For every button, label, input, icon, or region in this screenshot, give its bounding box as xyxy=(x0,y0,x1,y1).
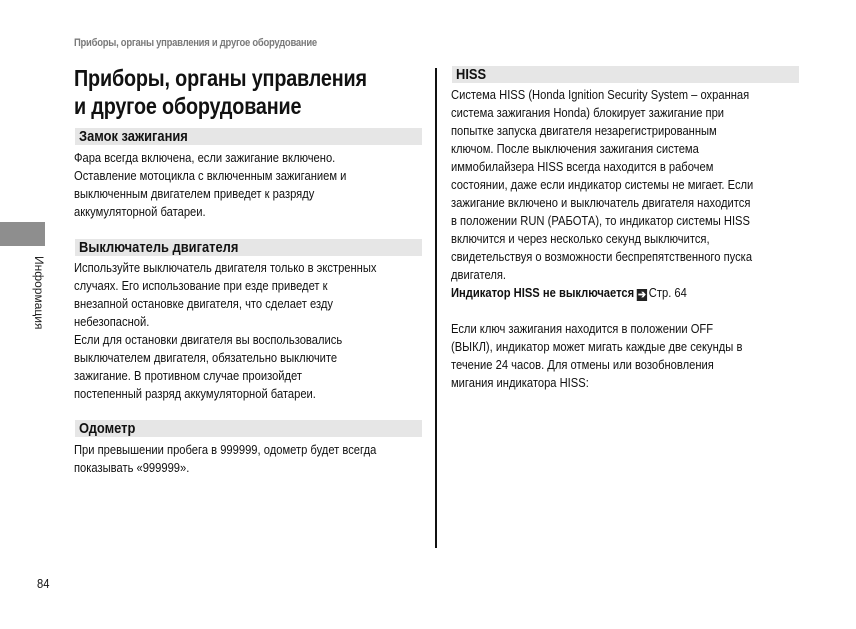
section-body-engine-stop-switch xyxy=(74,259,422,403)
section-heading-label: Выключатель двигателя xyxy=(79,239,239,256)
text-line: течение 24 часов. Для отмены или возобновления xyxy=(451,357,714,372)
section-body-hiss-outro xyxy=(451,320,799,392)
text-line: аккумуляторной батареи. xyxy=(74,204,206,219)
text-line: свидетельствуя о возможности беспрепятственного пуска xyxy=(451,249,753,264)
text-line: При превышении пробега в 999999, одометр будет всегда xyxy=(74,442,377,457)
text-line: иммобилайзера HISS всегда находится в рабочем xyxy=(451,159,714,174)
text-line: попытке запуска двигателя незарегистрированным xyxy=(451,123,717,138)
text-line: мигания индикатора HISS: xyxy=(451,375,589,390)
text-line: выключенным двигателем приведет к разряду xyxy=(74,186,315,201)
column-divider xyxy=(435,68,437,548)
text-line: состоянии, даже если индикатор системы не мигает. Если xyxy=(451,177,754,192)
section-heading-label: Одометр xyxy=(79,420,136,437)
text-line: в положении RUN (РАБОТА), то индикатор системы HISS xyxy=(451,213,750,228)
text-line: Используйте выключатель двигателя только в экстренных xyxy=(74,260,377,275)
text-line: случаях. Его использование при езде приведет к xyxy=(74,278,328,293)
hiss-indicator-reference xyxy=(451,284,799,302)
text-line: постепенный разряд аккумуляторной батареи. xyxy=(74,386,316,401)
section-heading-engine-stop-switch xyxy=(75,239,422,256)
text-line: показывать «999999». xyxy=(74,460,190,475)
section-body-hiss-intro xyxy=(451,86,799,284)
section-tab-marker xyxy=(0,222,45,246)
page-title-line-1: Приборы, органы управления xyxy=(74,65,367,91)
text-line: выключателем двигателя, обязательно выключите xyxy=(74,350,338,365)
arrow-right-icon: ➔ xyxy=(637,289,646,301)
text-line: включится и через несколько секунд выключится, xyxy=(451,231,710,246)
text-line: ключом. После выключения зажигания система xyxy=(451,141,699,156)
section-tab-label: Информация xyxy=(32,256,46,330)
page-number: 84 xyxy=(37,576,50,591)
text-line: внезапной остановке двигателя, что сделает езду xyxy=(74,296,333,311)
text-line: Если для остановки двигателя вы воспользовались xyxy=(74,332,343,347)
section-heading-ignition-switch xyxy=(75,128,422,145)
text-line: (ВЫКЛ), индикатор может мигать каждые две секунды в xyxy=(451,339,743,354)
page-title xyxy=(74,64,367,120)
text-line: Если ключ зажигания находится в положении OFF xyxy=(451,321,714,336)
text-line: Оставление мотоцикла с включенным зажиганием и xyxy=(74,168,347,183)
text-line: двигателя. xyxy=(451,267,507,282)
section-heading-label: Замок зажигания xyxy=(79,128,188,145)
text-line: Фара всегда включена, если зажигание включено. xyxy=(74,150,336,165)
page-title-line-2: и другое оборудование xyxy=(74,93,302,119)
reference-line xyxy=(451,284,799,302)
page-reference-link[interactable]: Стр. 64 xyxy=(648,285,687,300)
text-line: небезопасной. xyxy=(74,314,150,329)
text-line: зажигание. В противном случае произойдет xyxy=(74,368,303,383)
text-line: система зажигания Honda) блокирует зажигание при xyxy=(451,105,725,120)
section-body-odometer xyxy=(74,441,422,477)
section-heading-hiss xyxy=(452,66,799,83)
text-line: зажигание включено и выключатель двигателя находится xyxy=(451,195,751,210)
running-header: Приборы, органы управления и другое оборудование xyxy=(74,37,317,49)
text-line: Система HISS (Honda Ignition Security System – охранная xyxy=(451,87,750,102)
reference-bold-text: Индикатор HISS не выключается xyxy=(451,285,635,300)
section-body-ignition-switch xyxy=(74,149,422,221)
section-heading-label: HISS xyxy=(456,66,487,83)
section-heading-odometer xyxy=(75,420,422,437)
